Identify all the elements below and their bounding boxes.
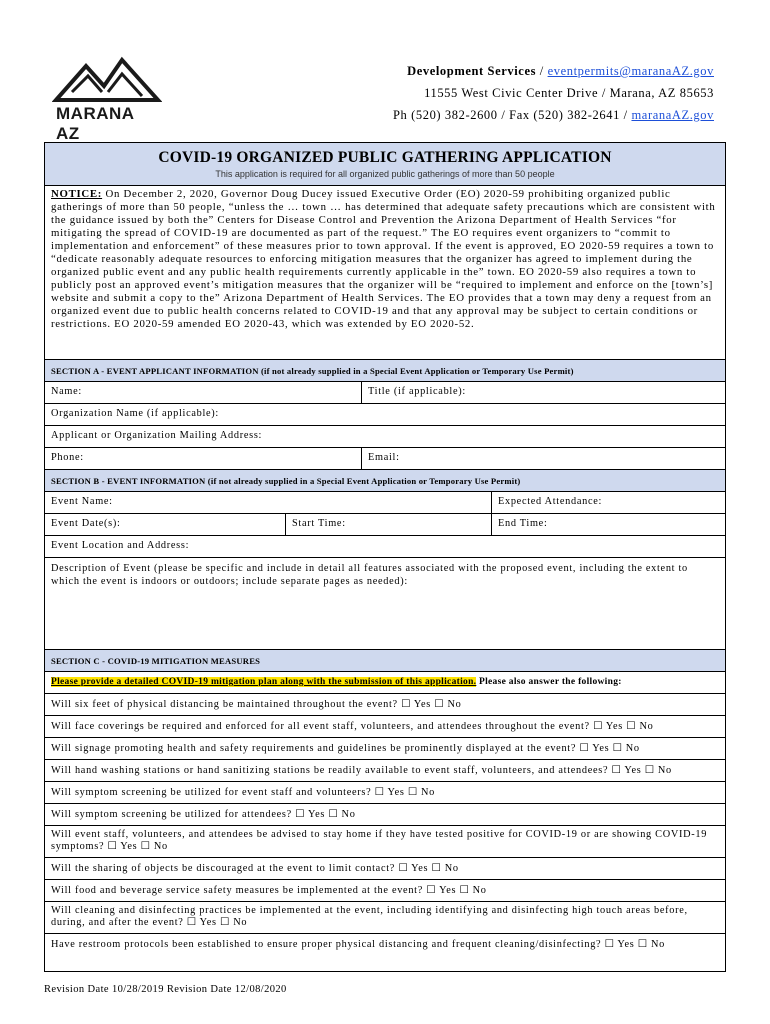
location-field[interactable]: Event Location and Address: [51,540,190,551]
description-row [45,558,725,650]
section-c-heading: SECTION C - COVID-19 MITIGATION MEASURES [45,650,725,671]
instruction-highlight: Please provide a detailed COVID-19 mitigation plan along with the submission of this application. [51,677,477,687]
question-attendee-screening[interactable]: Will symptom screening be utilized for attendees? ☐ Yes ☐ No [51,809,356,820]
question-row [45,880,725,902]
question-row [45,858,725,880]
question-row [45,782,725,804]
description-field[interactable]: Description of Event (please be specific and include in detail all features associated with the proposed event, including the extent to which the event is indoors or outdoors; include separate pages as needed): [51,563,688,587]
revision-date: Revision Date 10/28/2019 Revision Date 12/08/2020 [44,984,287,995]
question-signage[interactable]: Will signage promoting health and safety requirements and guidelines be prominently displayed at the event? ☐ Yes ☐ No [51,743,640,754]
question-face-coverings[interactable]: Will face coverings be required and enforced for all event staff, volunteers, and attendees throughout the event? ☐ Yes ☐ No [51,721,654,732]
name-title-row [45,382,725,404]
form-title: COVID-19 ORGANIZED PUBLIC GATHERING APPLICATION [158,149,612,166]
event-date-row [45,514,725,536]
question-row [45,934,725,956]
event-dates-field[interactable]: Event Date(s): [51,518,121,529]
mountains-icon [52,52,162,102]
event-name-field[interactable]: Event Name: [51,496,113,507]
phone-field[interactable]: Phone: [51,452,84,463]
question-food-safety[interactable]: Will food and beverage service safety measures be implemented at the event? ☐ Yes ☐ No [51,885,487,896]
form-subtitle: This application is required for all organized public gatherings of more than 50 people [215,169,555,179]
question-hand-washing[interactable]: Will hand washing stations or hand sanitizing stations be readily available to event staff, volunteers, and attendees? ☐ Yes ☐ No [51,765,672,776]
organization-row [45,404,725,426]
question-row [45,694,725,716]
form-title-bar [45,143,725,186]
question-distancing[interactable]: Will six feet of physical distancing be maintained throughout the event? ☐ Yes ☐ No [51,699,462,710]
instruction-rest: Please also answer the following: [476,677,622,687]
question-row [45,826,725,858]
location-row [45,536,725,558]
title-field[interactable]: Title (if applicable): [361,382,725,403]
application-form [44,142,726,972]
attendance-field[interactable]: Expected Attendance: [491,492,725,513]
section-b-heading: SECTION B - EVENT INFORMATION (if not already supplied in a Special Event Application or Temporary Use Permit) [45,470,725,491]
question-staff-screening[interactable]: Will symptom screening be utilized for event staff and volunteers? ☐ Yes ☐ No [51,787,436,798]
website-link[interactable]: maranaAZ.gov [631,108,714,122]
phone-email-row [45,448,725,470]
address-line: 11555 West Civic Center Drive / Marana, AZ 85653 [424,86,714,100]
question-restroom[interactable]: Have restroom protocols been established to ensure proper physical distancing and frequent cleaning/disinfecting? ☐ Yes ☐ No [51,939,665,950]
contact-block [393,60,714,126]
logo-text: MARANA AZ [56,104,134,143]
organization-field[interactable]: Organization Name (if applicable): [51,408,219,419]
notice-paragraph [45,186,725,360]
mailing-address-field[interactable]: Applicant or Organization Mailing Address: [51,430,263,441]
question-sharing-objects[interactable]: Will the sharing of objects be discouraged at the event to limit contact? ☐ Yes ☐ No [51,863,459,874]
notice-label: NOTICE: [51,188,103,200]
section-a-heading: SECTION A - EVENT APPLICANT INFORMATION (if not already supplied in a Special Event Application or Temporary Use Permit) [45,360,725,381]
start-time-field[interactable]: Start Time: [285,514,491,535]
email-link[interactable]: eventpermits@maranaAZ.gov [547,64,714,78]
question-row [45,716,725,738]
email-field[interactable]: Email: [361,448,725,469]
department-name: Development Services [407,64,537,78]
separator: / [536,64,548,78]
question-row [45,804,725,826]
instruction-row [45,672,725,694]
question-stay-home[interactable]: Will event staff, volunteers, and attendees be advised to stay home if they have tested positive for COVID-19 or are showing COVID-19 symptoms? ☐ Yes ☐ No [51,829,708,852]
instruction-text [45,672,725,693]
question-row [45,902,725,934]
question-cleaning[interactable]: Will cleaning and disinfecting practices be implemented at the event, including identifying and disinfecting high touch areas before, during, and after the event? ☐ Yes ☐ No [51,905,688,928]
name-field[interactable]: Name: [51,386,82,397]
section-b-header-row [45,470,725,492]
question-row [45,760,725,782]
phone-fax-line: Ph (520) 382-2600 / Fax (520) 382-2641 / [392,108,628,122]
question-row [45,738,725,760]
section-a-header-row [45,360,725,382]
section-c-header-row [45,650,725,672]
marana-logo [52,52,162,143]
notice-text: On December 2, 2020, Governor Doug Ducey issued Executive Order (EO) 2020-59 prohibiting organized public gatherings of more than 50 people, “unless the … town … has determined that adequate safety precautions which are consistent with the guidance issued by both the” Centers for Disease Control and Prevention the Arizona Department of Health Services “for mitigating the spread of COVID-19 are documented as part of the request.” The EO requires event organizers to “commit to implementation and enforcement” of these measures prior to town approval. If the event is approved, EO 2020-59 requires a town to “dedicate reasonably adequate resources to enforcing mitigation measures that the organizer has agreed to implement during the organized public event and any public health requirements currently applicable in the” town. EO 2020-59 also requires a town to publicly post an approved event’s mitigation measures that the organizer will be “required to implement and enforce on the [town’s] website and submit a copy to the” Arizona Department of Health Services. The EO provides that a town may deny a request from an organized event due to public health concerns related to COVID-19 and that any approval may be subject to certain conditions or restrictions. EO 2020-59 amended EO 2020-43, which was extended by EO 2020-52. [51,188,716,330]
event-name-row [45,492,725,514]
mailing-row [45,426,725,448]
end-time-field[interactable]: End Time: [491,514,725,535]
